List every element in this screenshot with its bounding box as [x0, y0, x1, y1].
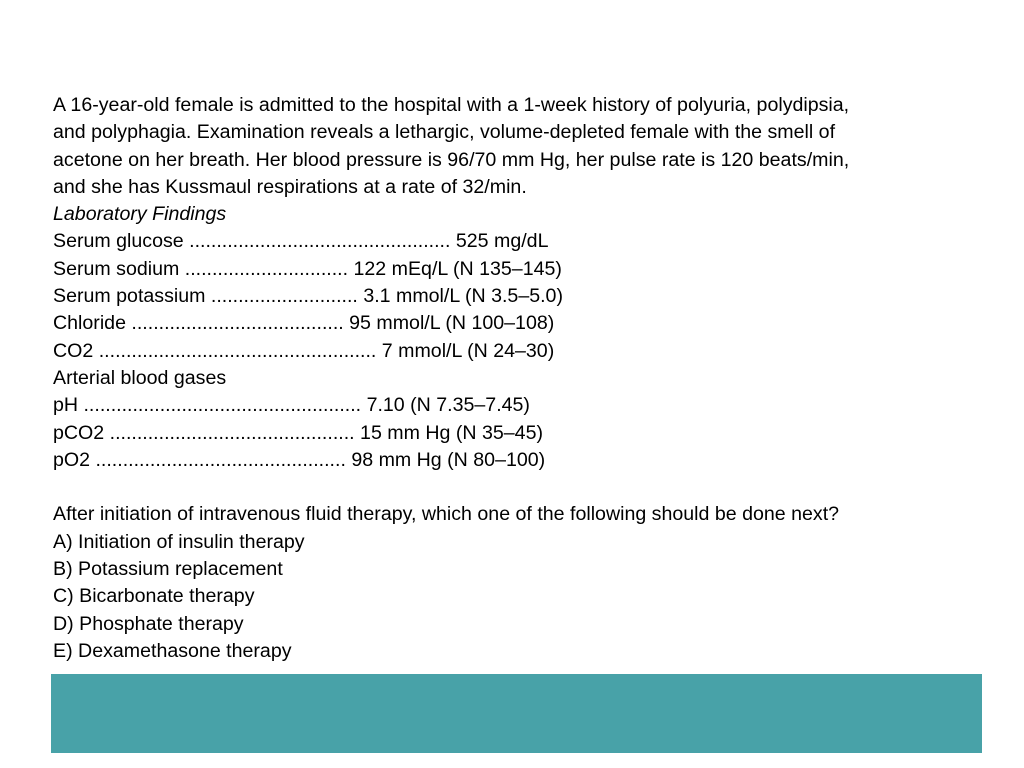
- answer-option-d: D) Phosphate therapy: [53, 612, 244, 635]
- abg-row-po2: pO2 .............................................. 98 mm Hg (N 80–100): [53, 448, 546, 471]
- lab-row-co2: CO2 ................................................... 7 mmol/L (N 24–30): [53, 339, 555, 362]
- abg-row-ph: pH ................................................... 7.10 (N 7.35–7.45): [53, 394, 530, 417]
- vignette-line: acetone on her breath. Her blood pressure is 96/70 mm Hg, her pulse rate is 120 beats/min,: [53, 148, 850, 171]
- slide-content: [53, 92, 993, 665]
- spacer: [53, 474, 993, 501]
- question-stem: After initiation of intravenous fluid therapy, which one of the following should be done next?: [53, 503, 840, 526]
- abg-row-pco2: pCO2 ............................................. 15 mm Hg (N 35–45): [53, 421, 543, 444]
- lab-findings-list: [53, 228, 993, 364]
- lab-row-chloride: Chloride ....................................... 95 mmol/L (N 100–108): [53, 312, 555, 335]
- abg-list: [53, 392, 993, 474]
- vignette-line: and she has Kussmaul respirations at a rate of 32/min.: [53, 175, 527, 198]
- answer-option-a: A) Initiation of insulin therapy: [53, 530, 305, 553]
- abg-heading: Arterial blood gases: [53, 366, 227, 389]
- footer-band: [51, 674, 982, 753]
- vignette-line: and polyphagia. Examination reveals a lethargic, volume-depleted female with the smell of: [53, 121, 836, 144]
- lab-row-serum-glucose: Serum glucose ................................................ 525 mg/dL: [53, 230, 549, 253]
- answer-option-c: C) Bicarbonate therapy: [53, 585, 255, 608]
- lab-row-serum-potassium: Serum potassium ........................... 3.1 mmol/L (N 3.5–5.0): [53, 285, 563, 308]
- case-vignette: [53, 92, 993, 201]
- lab-row-serum-sodium: Serum sodium .............................. 122 mEq/L (N 135–145): [53, 257, 562, 280]
- vignette-line: A 16-year-old female is admitted to the hospital with a 1-week history of polyuria, polydipsia,: [53, 94, 850, 116]
- answer-option-b: B) Potassium replacement: [53, 558, 283, 581]
- lab-findings-heading: Laboratory Findings: [53, 203, 227, 226]
- answer-options: [53, 529, 993, 665]
- answer-option-e: E) Dexamethasone therapy: [53, 639, 292, 662]
